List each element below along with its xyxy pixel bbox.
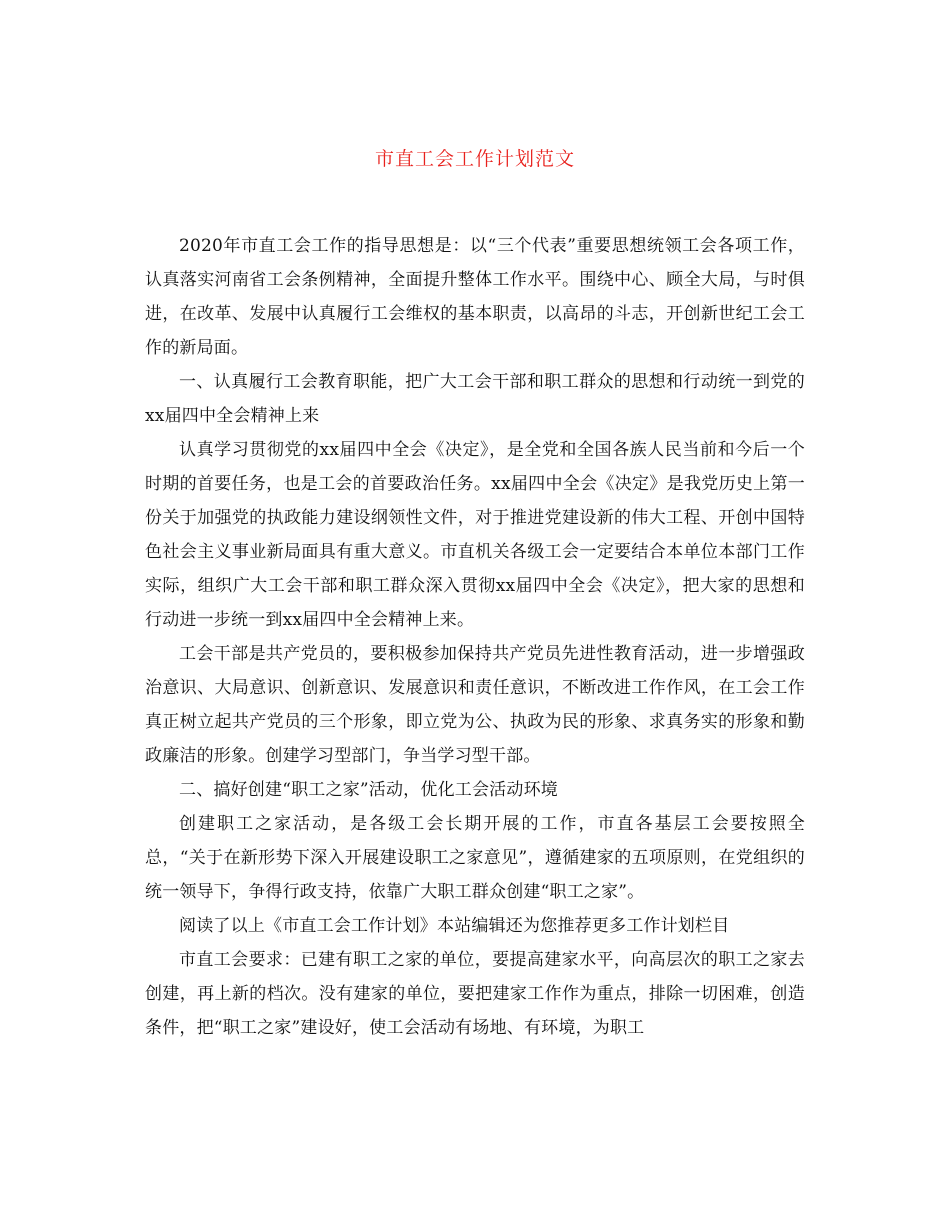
paragraph-recommendation: 阅读了以上《市直工会工作计划》本站编辑还为您推荐更多工作计划栏目 [179, 916, 730, 936]
paragraph-workers-home: 创建职工之家活动，是各级工会长期开展的工作，市直各基层工会要按照全总，“关于在新形势下深入开展建设职工之家意见”，遵循建家的五项原则，在党组织的统一领导下，争得行政支持，依靠广大职工群众创建“职工之家”。 [145, 814, 805, 902]
document-title: 市直工会工作计划范文 [374, 148, 575, 170]
document-body [145, 229, 805, 1045]
paragraph-party-members: 工会干部是共产党员的，要积极参加保持共产党员先进性教育活动，进一步增强政治意识、大局意识、创新意识、发展意识和责任意识，不断改进工作作风，在工会工作真正树立起共产党员的三个形象，即立党为公、执政为民的形象、求真务实的形象和勤政廉洁的形象。创建学习型部门，争当学习型干部。 [145, 644, 805, 766]
paragraph-guiding-thought: 2020年市直工会工作的指导思想是：以“三个代表”重要思想统领工会各项工作，认真落实河南省工会条例精神，全面提升整体工作水平。围绕中心、顾全大局，与时俱进，在改革、发展中认真履行工会维权的基本职责，以高昂的斗志，开创新世纪工会工作的新局面。 [145, 236, 805, 358]
paragraph-requirements: 市直工会要求：已建有职工之家的单位，要提高建家水平，向高层次的职工之家去创建，再上新的档次。没有建家的单位，要把建家工作作为重点，排除一切困难，创造条件，把“职工之家”建设好，使工会活动有场地、有环境，为职工 [145, 950, 805, 1038]
heading-section-one: 一、认真履行工会教育职能，把广大工会干部和职工群众的思想和行动统一到党的xx届四中全会精神上来 [145, 372, 805, 426]
heading-section-two: 二、搞好创建“职工之家”活动，优化工会活动环境 [179, 780, 558, 800]
paragraph-study-decision: 认真学习贯彻党的xx届四中全会《决定》，是全党和全国各族人民当前和今后一个时期的首要任务，也是工会的首要政治任务。xx届四中全会《决定》是我党历史上第一份关于加强党的执政能力建设纲领性文件，对于推进党建设新的伟大工程、开创中国特色社会主义事业新局面具有重大意义。市直机关各级工会一定要结合本单位本部门工作实际，组织广大工会干部和职工群众深入贯彻xx届四中全会《决定》，把大家的思想和行动进一步统一到xx届四中全会精神上来。 [145, 440, 805, 630]
